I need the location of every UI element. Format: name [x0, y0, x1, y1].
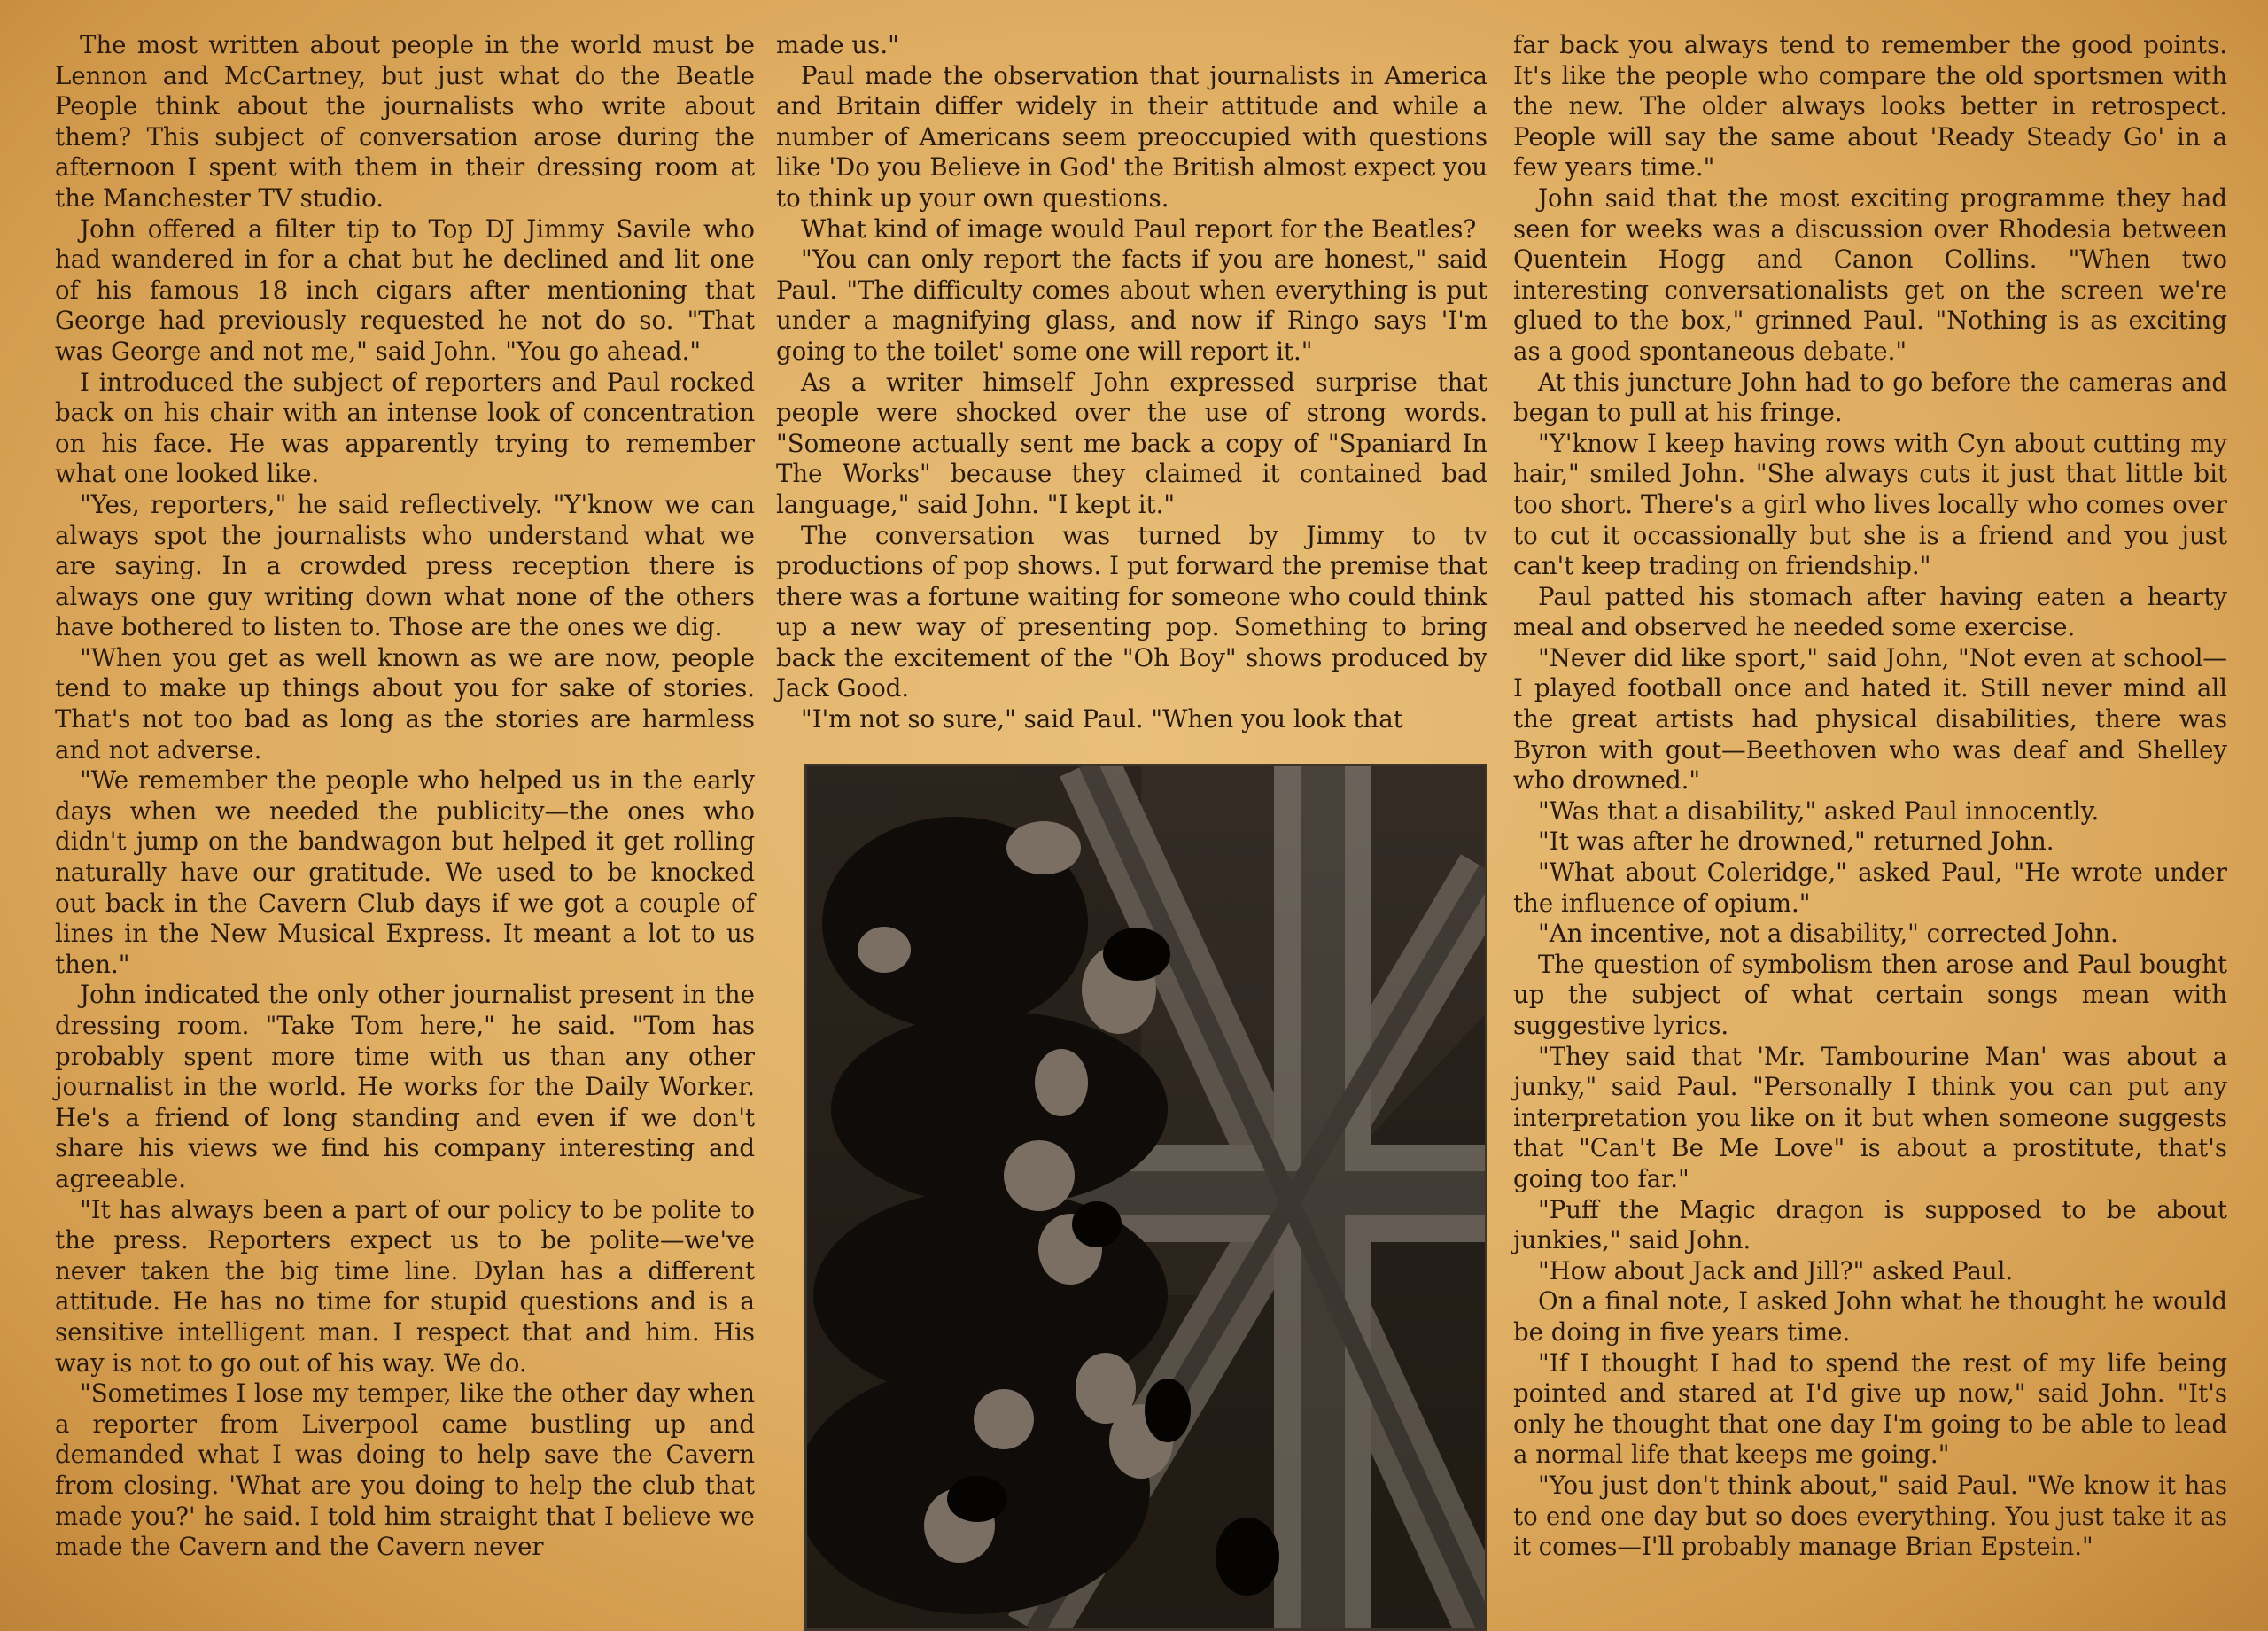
paragraph: John offered a filter tip to Top DJ Jimmy Savile who had wandered in for a chat but he declined and lit one of his famous 18 inch cigars after mentioning that George had previously requested he not do so. "That was George and not me," said John. "You go ahead." [55, 214, 755, 366]
paragraph: John indicated the only other journalist present in the dressing room. "Take Tom here," he said. "Tom has probably spent more time with us than any other journalist in the world. He works for the Daily Worker. He's a friend of long standing and even if we don't share his views we find his company interesting and agreeable. [55, 980, 755, 1193]
photograph-group-union-flag-icon [804, 764, 1487, 1631]
paragraph-continuation: far back you always tend to remember the good points. It's like the people who compare the old sportsmen with the new. The older always looks better in retrospect. People will say the same about 'Ready Steady Go' in a few years time." [1513, 30, 2227, 183]
paragraph: "When you get as well known as we are now, people tend to make up things about you for sake of stories. That's not too bad as long as the stories are harmless and not adverse. [55, 642, 755, 765]
paragraph: "They said that 'Mr. Tambourine Man' was about a junky," said Paul. "Personally I think you can put any interpretation you like on it but when someone suggests that "Can't Be Me Love" is about a prostitute, that's going too far." [1513, 1041, 2227, 1193]
paragraph: Paul made the observation that journalists in America and Britain differ widely in their attitude and while a number of Americans seem preoccupied with questions like 'Do you Believe in God' the British almost expect you to think up your own questions. [776, 60, 1487, 213]
paragraph: Paul patted his stomach after having eaten a hearty meal and observed he needed some exercise. [1513, 581, 2227, 642]
band-photograph [804, 764, 1487, 1631]
article-column-3 [1513, 30, 2227, 1563]
paragraph: "How about Jack and Jill?" asked Paul. [1538, 1255, 2014, 1285]
paragraph: At this juncture John had to go before the cameras and began to pull at his fringe. [1513, 367, 2227, 428]
paragraph: "Y'know I keep having rows with Cyn about cutting my hair," smiled John. "She always cuts it just that little bit too short. There's a girl who lives locally who comes over to cut it occassionally but she is a friend and you just can't keep trading on friendship." [1513, 428, 2227, 581]
paragraph: The most written about people in the world must be Lennon and McCartney, but just what do the Beatle People think about the journalists who write about them? This subject of conversation arose during the afternoon I spent with them in their dressing room at the Manchester TV studio. [55, 30, 755, 213]
article-column-1 [55, 30, 755, 1563]
paragraph: The conversation was turned by Jimmy to tv productions of pop shows. I put forward the premise that there was a fortune waiting for someone who could think up a new way of presenting pop. Something to bring back the excitement of the "Oh Boy" shows produced by Jack Good. [776, 520, 1487, 703]
paragraph: "We remember the people who helped us in the early days when we needed the publicity—the ones who didn't jump on the bandwagon but helped it get rolling naturally have our gratitude. We used to be knocked out back in the Cavern Club days if we got a couple of lines in the New Musical Express. It meant a lot to us then." [55, 765, 755, 979]
paragraph: As a writer himself John expressed surprise that people were shocked over the use of strong words. "Someone actually sent me back a copy of "Spaniard In The Works" because they claimed it contained bad language," said John. "I kept it." [776, 367, 1487, 519]
paragraph: "You just don't think about," said Paul. "We know it has to end one day but so does everything. You just take it as it comes—I'll probably manage Brian Epstein." [1513, 1470, 2227, 1562]
paragraph: "What about Coleridge," asked Paul, "He wrote under the influence of opium." [1513, 858, 2227, 918]
paragraph: John said that the most exciting programme they had seen for weeks was a discussion over Rhodesia between Quentein Hogg and Canon Collins. "When two interesting conversationalists get on the screen we're glued to the box," grinned Paul. "Nothing is as exciting as a good spontaneous debate." [1513, 183, 2227, 366]
paragraph: "Yes, reporters," he said reflectively. "Y'know we can always spot the journalists who understand what we are saying. In a crowded press reception there is always one guy writing down what none of the others have bothered to listen to. Those are the ones we dig. [55, 489, 755, 642]
paragraph: On a final note, I asked John what he thought he would be doing in five years time. [1513, 1286, 2227, 1347]
paragraph: "Was that a disability," asked Paul innocently. [1538, 796, 2100, 826]
paragraph: "It has always been a part of our policy to be polite to the press. Reporters expect us to be polite—we've never taken the big time line. Dylan has a different attitude. He has no time for stupid questions and is a sensitive intelligent man. I respect that and him. His way is not to go out of his way. We do. [55, 1194, 755, 1378]
paragraph: "I'm not so sure," said Paul. "When you look that [801, 704, 1403, 734]
paragraph: "You can only report the facts if you are honest," said Paul. "The difficulty comes about when everything is put under a magnifying glass, and now if Ringo says 'I'm going to the toilet' some one will report it." [776, 245, 1487, 366]
paragraph-continuation: made us." [776, 30, 899, 59]
paragraph: "It was after he drowned," returned John. [1538, 827, 2054, 857]
paragraph: I introduced the subject of reporters and Paul rocked back on his chair with an intense look of concentration on his face. He was apparently trying to remember what one looked like. [55, 367, 755, 489]
paragraph: The question of symbolism then arose and Paul bought up the subject of what certain songs mean with suggestive lyrics. [1513, 949, 2227, 1040]
paragraph: "Puff the Magic dragon is supposed to be about junkies," said John. [1513, 1194, 2227, 1255]
paragraph: "If I thought I had to spend the rest of my life being pointed and stared at I'd give up now," said John. "It's only he thought that one day I'm going to be able to lead a normal life that keeps me going." [1513, 1348, 2227, 1470]
paragraph: "Sometimes I lose my temper, like the other day when a reporter from Liverpool came bustling up and demanded what I was doing to help save the Cavern from closing. 'What are you doing to help the club that made you?' he said. I told him straight that I believe we made the Cavern and the Cavern never [55, 1379, 755, 1562]
paragraph: "Never did like sport," said John, "Not even at school—I played football once and hated it. Still never mind all the great artists had physical disabilities, there was Byron with gout—Beethoven who was deaf and Shelley who drowned." [1513, 642, 2227, 796]
paragraph: What kind of image would Paul report for the Beatles? [801, 214, 1477, 244]
paragraph: "An incentive, not a disability," corrected John. [1538, 919, 2118, 949]
article-column-2 [776, 30, 1487, 735]
